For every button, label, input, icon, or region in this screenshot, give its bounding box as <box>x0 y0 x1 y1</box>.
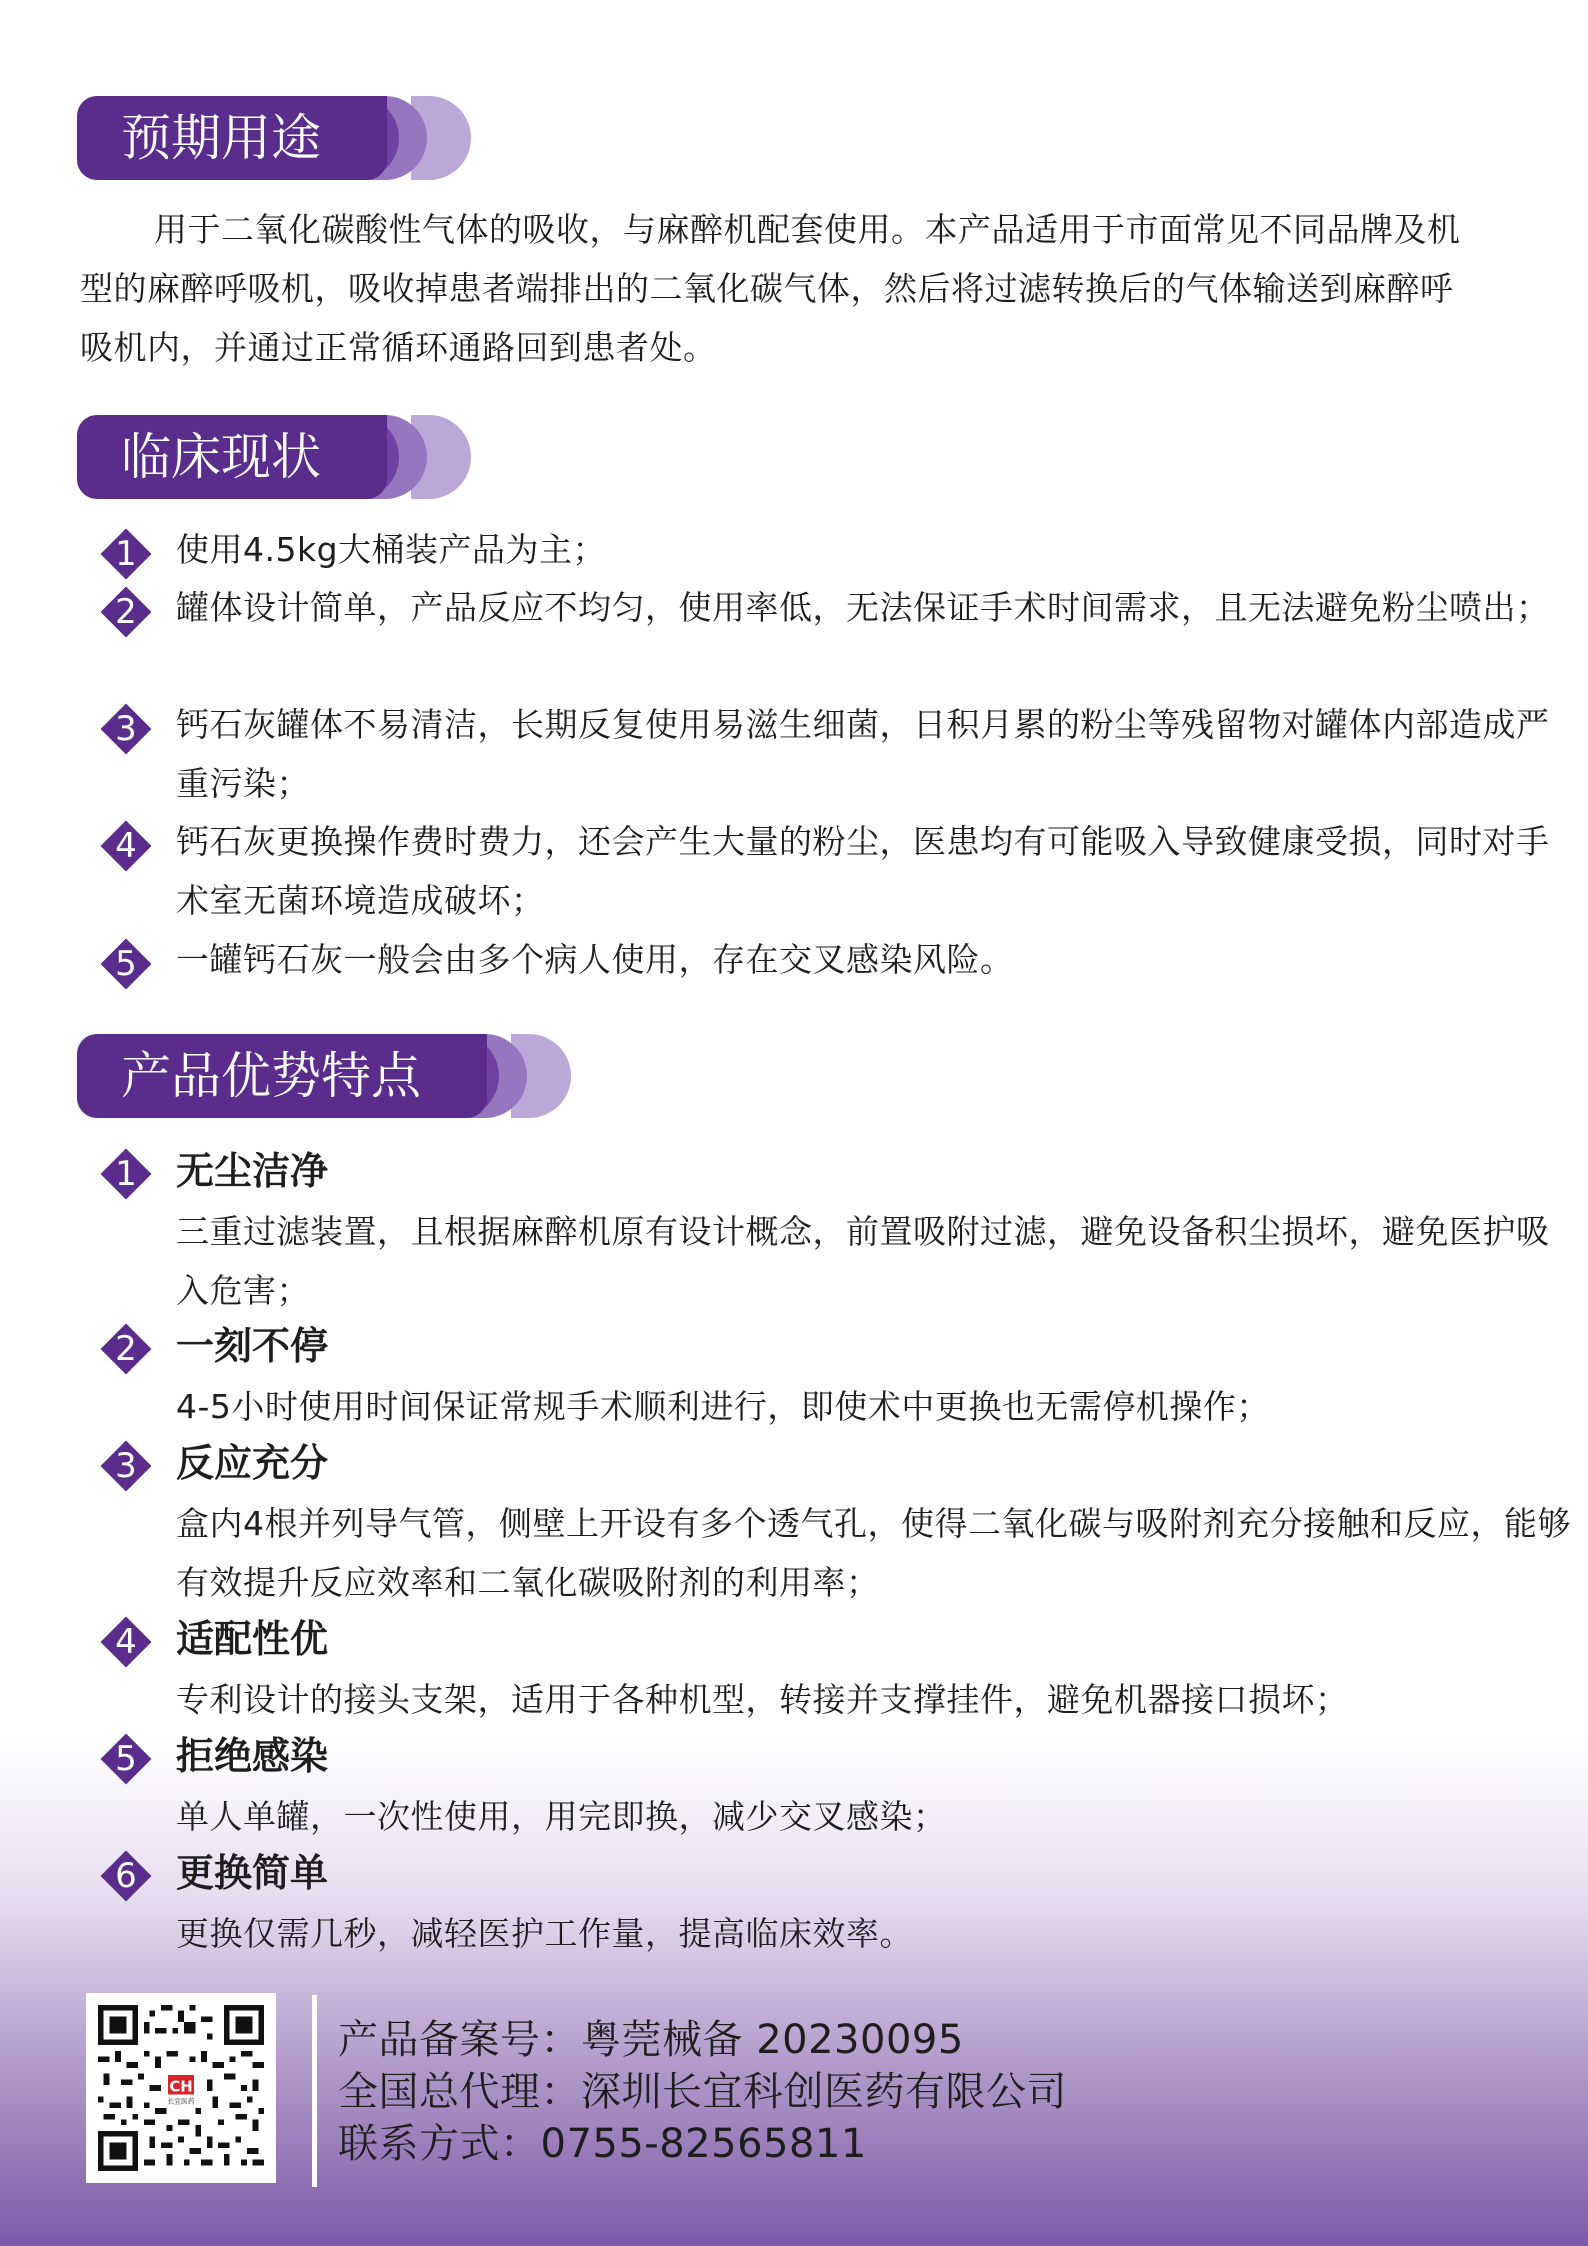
section-header-advantages <box>77 1034 597 1118</box>
number-diamond-icon: 3 <box>98 701 154 757</box>
clinical-item-text: 使用4.5kg大桶装产品为主； <box>176 530 607 569</box>
national-agent: 全国总代理：深圳长宜科创医药有限公司 <box>338 2069 1067 2115</box>
section-title: 预期用途 <box>77 96 387 180</box>
number-diamond-icon: 4 <box>98 1614 154 1670</box>
advantage-desc: 专利设计的接头支架，适用于各种机型，转接并支撑挂件，避免机器接口损坏； <box>176 1680 1349 1719</box>
clinical-item-text: 一罐钙石灰一般会由多个病人使用，存在交叉感染风险。 <box>176 940 1014 979</box>
number-diamond-icon: 2 <box>98 1321 154 1377</box>
advantage-desc: 单人单罐，一次性使用，用完即换，减少交叉感染； <box>176 1797 947 1836</box>
contact-phone: 联系方式：0755-82565811 <box>338 2121 867 2167</box>
number-diamond-icon: 6 <box>98 1848 154 1904</box>
advantage-title: 拒绝感染 <box>176 1734 329 1778</box>
record-number: 产品备案号：粤莞械备 20230095 <box>338 2017 964 2063</box>
clinical-item-text: 钙石灰更换操作费时费力，还会产生大量的粉尘，医患均有可能吸入导致健康受损，同时对手术室无菌环境造成破坏； <box>176 822 1550 920</box>
number-diamond-icon: 5 <box>98 936 154 992</box>
clinical-item-text: 罐体设计简单，产品反应不均匀，使用率低，无法保证手术时间需求，且无法避免粉尘喷出； <box>176 588 1550 627</box>
advantage-title: 无尘洁净 <box>176 1149 329 1193</box>
section-title: 产品优势特点 <box>77 1034 487 1118</box>
footer-divider <box>312 1995 317 2187</box>
number-diamond-icon: 1 <box>98 526 154 582</box>
section-header-intended-use <box>77 96 497 180</box>
advantage-title: 更换简单 <box>176 1851 329 1895</box>
clinical-item-text: 钙石灰罐体不易清洁，长期反复使用易滋生细菌，日积月累的粉尘等残留物对罐体内部造成严重污染； <box>176 705 1550 803</box>
number-diamond-icon: 2 <box>98 584 154 640</box>
advantage-desc: 4-5小时使用时间保证常规手术顺利进行，即使术中更换也无需停机操作； <box>176 1387 1270 1426</box>
number-diamond-icon: 4 <box>98 818 154 874</box>
advantage-title: 一刻不停 <box>176 1324 329 1368</box>
svg-text:长宜医药: 长宜医药 <box>167 2097 195 2106</box>
advantage-title: 适配性优 <box>176 1617 329 1661</box>
intended-use-paragraph: 用于二氧化碳酸性气体的吸收，与麻醉机配套使用。本产品适用于市面常见不同品牌及机型的麻醉呼吸机，吸收掉患者端排出的二氧化碳气体，然后将过滤转换后的气体输送到麻醉呼吸机内，并通过正常循环通路回到患者处。 <box>80 210 1461 367</box>
advantage-desc: 三重过滤装置，且根据麻醉机原有设计概念，前置吸附过滤，避免设备积尘损坏，避免医护吸入危害； <box>176 1212 1550 1310</box>
qr-code-icon <box>86 1993 276 2183</box>
number-diamond-icon: 5 <box>98 1731 154 1787</box>
advantage-desc: 更换仅需几秒，减轻医护工作量，提高临床效率。 <box>176 1914 913 1953</box>
section-title: 临床现状 <box>77 415 387 499</box>
advantage-desc: 盒内4根并列导气管，侧壁上开设有多个透气孔，使得二氧化碳与吸附剂充分接触和反应，能够有效提升反应效率和二氧化碳吸附剂的利用率； <box>176 1504 1571 1602</box>
advantage-title: 反应充分 <box>176 1441 329 1485</box>
section-header-clinical-status <box>77 415 497 499</box>
number-diamond-icon: 1 <box>98 1146 154 1202</box>
svg-text:CH: CH <box>169 2077 193 2096</box>
number-diamond-icon: 3 <box>98 1438 154 1494</box>
